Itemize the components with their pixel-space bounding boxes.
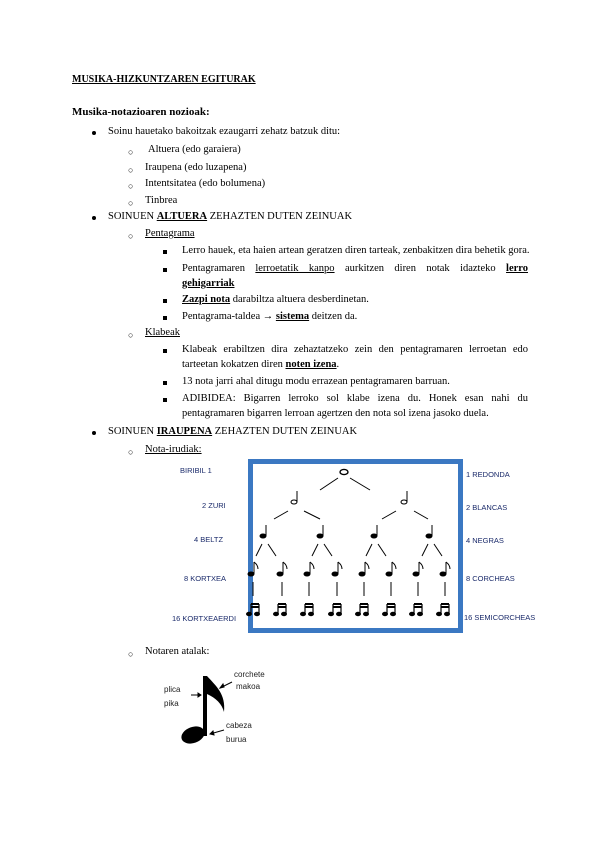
square-bullet: [163, 398, 167, 402]
pentagrama-item-1: Lerro hauek, eta haien artean geratzen diren tarteak, zenbakitzen dira behetik gora.: [182, 245, 530, 256]
section-title: Musika-notazioaren nozioak:: [72, 106, 210, 118]
b1-item-2: Iraupena (edo luzapena): [145, 162, 247, 173]
circle-bullet: ○: [128, 198, 134, 208]
label-negras: 4 NEGRAS: [466, 536, 504, 545]
circle-bullet: ○: [128, 165, 134, 175]
circle-bullet: ○: [128, 231, 134, 241]
pentagrama-item-2-line2: gehigarriak: [182, 278, 235, 289]
b1-item-4: Tinbrea: [145, 195, 178, 206]
label-blancas: 2 BLANCAS: [466, 503, 508, 512]
note-tree: [170, 456, 550, 636]
pentagrama-heading: Pentagrama: [145, 228, 195, 239]
klabeak-item-1-line1: Klabeak erabiltzen dira zehaztatzeko zein den pentagramaren lerroetan edo: [182, 344, 528, 355]
pentagrama-item-3: Zazpi nota darabiltza altuera desberdinetan.: [182, 294, 369, 305]
label-makoa: makoa: [236, 682, 261, 691]
doc-title: MUSIKA-HIZKUNTZAREN EGITURAK: [72, 74, 256, 85]
note-parts-diagram: [160, 668, 300, 752]
square-bullet: [163, 349, 167, 353]
label-pika: pika: [164, 699, 179, 708]
square-bullet: [163, 316, 167, 320]
label-biribil: BIRIBIL 1: [180, 466, 212, 475]
notaren-atalak-heading: Notaren atalak:: [145, 646, 210, 657]
bullet-dot: [92, 431, 96, 435]
pentagrama-item-2-line1: Pentagramaren lerroetatik kanpo aurkitzen diren notak idazteko lerro: [182, 263, 528, 274]
bullet-dot: [92, 131, 96, 135]
square-bullet: [163, 381, 167, 385]
label-beltz: 4 BELTZ: [194, 535, 224, 544]
klabeak-item-2: 13 nota jarri ahal ditugu modu errazean pentagramaren barruan.: [182, 376, 450, 387]
circle-bullet: ○: [128, 330, 134, 340]
square-bullet: [163, 299, 167, 303]
klabeak-heading: Klabeak: [145, 327, 180, 338]
label-zuri: 2 ZURI: [202, 501, 226, 510]
square-bullet: [163, 250, 167, 254]
circle-bullet: ○: [128, 447, 134, 457]
label-corchete: corchete: [234, 670, 265, 679]
klabeak-item-3-line2: pentagramaren bigarren lerroan agertzen den nota sol izena jasoko duela.: [182, 408, 489, 419]
klabeak-item-3-line1: ADIBIDEA: Bigarren lerroko sol klabe izena du. Honek esan nahi du: [182, 393, 528, 404]
label-burua: burua: [226, 735, 247, 744]
eighth-note-icon: [160, 668, 300, 752]
bullet-3-text: SOINUEN IRAUPENA ZEHAZTEN DUTEN ZEINUAK: [108, 426, 358, 437]
label-kortxea: 8 KORTXEA: [184, 574, 226, 583]
b1-item-3: Intentsitatea (edo bolumena): [145, 178, 266, 189]
nota-irudiak-heading: Nota-irudiak:: [145, 444, 202, 455]
circle-bullet: ○: [128, 649, 134, 659]
label-pica: plica: [164, 685, 181, 694]
label-redonda: 1 REDONDA: [466, 470, 510, 479]
label-cabeza: cabeza: [226, 721, 252, 730]
bullet-1-text: Soinu hauetako bakoitzak ezaugarri zehatz batzuk ditu:: [108, 126, 341, 137]
note-values-diagram: [170, 456, 550, 636]
label-kortxeaerdi: 16 KORTXEAERDI: [172, 614, 237, 623]
klabeak-item-1-line2: tarteetan kokatzen diren noten izena.: [182, 359, 340, 370]
circle-bullet: ○: [128, 181, 134, 191]
label-semicorcheas: 16 SEMICORCHEAS: [464, 613, 536, 622]
bullet-2-text: SOINUEN ALTUERA ZEHAZTEN DUTEN ZEINUAK: [108, 211, 353, 222]
bullet-dot: [92, 216, 96, 220]
label-corcheas: 8 CORCHEAS: [466, 574, 515, 583]
b1-item-1: Altuera (edo garaiera): [148, 144, 241, 155]
square-bullet: [163, 268, 167, 272]
circle-bullet: ○: [128, 147, 134, 157]
pentagrama-item-4: Pentagrama-taldea → sistema deitzen da.: [182, 311, 358, 322]
